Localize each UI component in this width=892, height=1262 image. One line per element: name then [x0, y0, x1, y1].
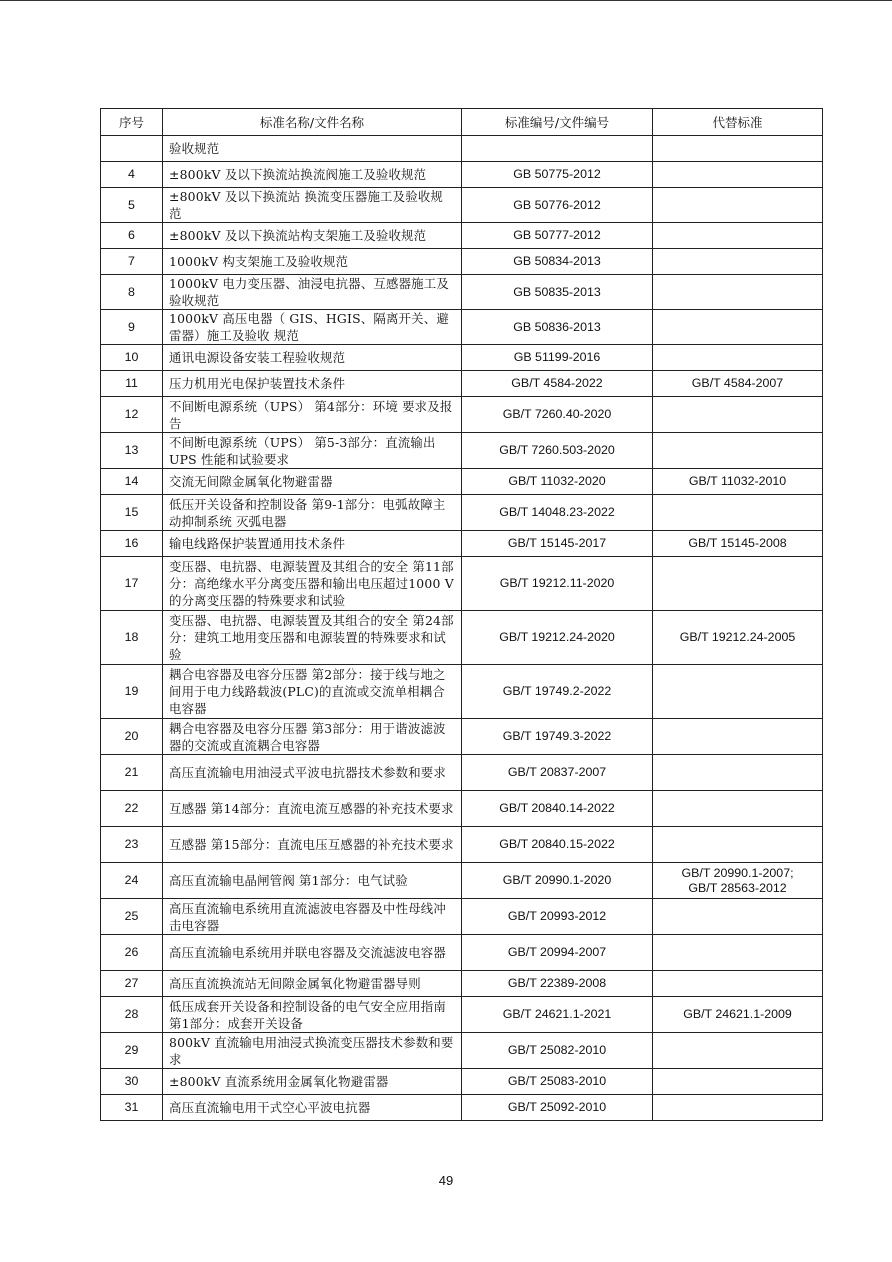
- cell-name: ±800kV 及以下换流站换流阀施工及验收规范: [163, 162, 462, 188]
- header-code: 标准编号/文件编号: [462, 109, 653, 136]
- cell-no: 31: [101, 1095, 163, 1121]
- cell-name: ±800kV 直流系统用金属氧化物避雷器: [163, 1069, 462, 1095]
- cell-name: 交流无间隙金属氧化物避雷器: [163, 469, 462, 495]
- cell-code: GB/T 20993-2012: [462, 899, 653, 935]
- cell-no: 19: [101, 665, 163, 719]
- cell-no: 5: [101, 188, 163, 223]
- cell-replaces: [653, 665, 823, 719]
- cell-code: GB/T 25082-2010: [462, 1033, 653, 1069]
- cell-no: 18: [101, 611, 163, 665]
- table-row: [101, 1069, 823, 1095]
- table-row: [101, 719, 823, 755]
- cell-no: 7: [101, 249, 163, 275]
- cell-code: GB/T 20840.15-2022: [462, 827, 653, 863]
- page-top-rule: [0, 0, 892, 1]
- cell-no: 30: [101, 1069, 163, 1095]
- cell-no: 14: [101, 469, 163, 495]
- cell-no: 25: [101, 899, 163, 935]
- cell-no: 6: [101, 223, 163, 249]
- cell-replaces: [653, 899, 823, 935]
- cell-no: [101, 136, 163, 162]
- cell-replaces: [653, 971, 823, 997]
- cell-replaces: [653, 275, 823, 310]
- cell-name: 通讯电源设备安装工程验收规范: [163, 345, 462, 371]
- table-row: [101, 136, 823, 162]
- table-row: [101, 531, 823, 557]
- cell-name: 高压直流输电用油浸式平波电抗器技术参数和要求: [163, 755, 462, 791]
- cell-name: 耦合电容器及电容分压器 第3部分：用于谐波滤波器的交流或直流耦合电容器: [163, 719, 462, 755]
- cell-code: GB/T 11032-2020: [462, 469, 653, 495]
- table-row: [101, 557, 823, 611]
- cell-code: GB 51199-2016: [462, 345, 653, 371]
- cell-code: GB/T 19212.11-2020: [462, 557, 653, 611]
- cell-code: GB/T 15145-2017: [462, 531, 653, 557]
- cell-replaces: [653, 162, 823, 188]
- cell-code: GB 50777-2012: [462, 223, 653, 249]
- cell-code: GB/T 25092-2010: [462, 1095, 653, 1121]
- cell-replaces: [653, 495, 823, 531]
- cell-replaces: [653, 1069, 823, 1095]
- table-row: [101, 223, 823, 249]
- cell-replaces: [653, 557, 823, 611]
- cell-no: 13: [101, 433, 163, 469]
- cell-name: 低压开关设备和控制设备 第9-1部分：电弧故障主动抑制系统 灭弧电器: [163, 495, 462, 531]
- cell-name: 验收规范: [163, 136, 462, 162]
- cell-code: GB 50836-2013: [462, 310, 653, 345]
- cell-no: 23: [101, 827, 163, 863]
- table-row: [101, 899, 823, 935]
- cell-name: 800kV 直流输电用油浸式换流变压器技术参数和要求: [163, 1033, 462, 1069]
- cell-code: GB/T 24621.1-2021: [462, 997, 653, 1033]
- table-row: [101, 863, 823, 899]
- cell-replaces: [653, 791, 823, 827]
- table-row: [101, 469, 823, 495]
- cell-replaces: GB/T 11032-2010: [653, 469, 823, 495]
- table-header-row: [101, 109, 823, 136]
- cell-name: 不间断电源系统（UPS） 第5-3部分：直流输出 UPS 性能和试验要求: [163, 433, 462, 469]
- cell-name: 互感器 第14部分：直流电流互感器的补充技术要求: [163, 791, 462, 827]
- cell-replaces: [653, 249, 823, 275]
- cell-replaces: [653, 397, 823, 433]
- table-row: [101, 433, 823, 469]
- table-row: [101, 495, 823, 531]
- cell-code: GB/T 7260.503-2020: [462, 433, 653, 469]
- cell-replaces: [653, 310, 823, 345]
- cell-name: 耦合电容器及电容分压器 第2部分：接于线与地之间用于电力线路载波(PLC)的直流或交流单相耦合电容器: [163, 665, 462, 719]
- cell-replaces: GB/T 15145-2008: [653, 531, 823, 557]
- cell-replaces: [653, 719, 823, 755]
- cell-code: GB 50776-2012: [462, 188, 653, 223]
- cell-code: GB/T 19212.24-2020: [462, 611, 653, 665]
- cell-replaces: [653, 136, 823, 162]
- cell-name: 压力机用光电保护装置技术条件: [163, 371, 462, 397]
- cell-replaces: [653, 1095, 823, 1121]
- standards-table: [100, 108, 823, 1121]
- header-name: 标准名称/文件名称: [163, 109, 462, 136]
- cell-no: 22: [101, 791, 163, 827]
- table-row: [101, 611, 823, 665]
- cell-no: 11: [101, 371, 163, 397]
- cell-code: [462, 136, 653, 162]
- cell-replaces: [653, 188, 823, 223]
- cell-no: 9: [101, 310, 163, 345]
- cell-no: 29: [101, 1033, 163, 1069]
- cell-replaces: [653, 433, 823, 469]
- table-row: [101, 249, 823, 275]
- table-row: [101, 971, 823, 997]
- table-row: [101, 371, 823, 397]
- cell-name: ±800kV 及以下换流站 换流变压器施工及验收规范: [163, 188, 462, 223]
- cell-replaces: [653, 755, 823, 791]
- cell-replaces: GB/T 20990.1-2007; GB/T 28563-2012: [653, 863, 823, 899]
- table-row: [101, 310, 823, 345]
- cell-code: GB/T 20994-2007: [462, 935, 653, 971]
- cell-name: 变压器、电抗器、电源装置及其组合的安全 第24部分：建筑工地用变压器和电源装置的特殊要求和试验: [163, 611, 462, 665]
- table-row: [101, 162, 823, 188]
- cell-name: 低压成套开关设备和控制设备的电气安全应用指南 第1部分：成套开关设备: [163, 997, 462, 1033]
- header-replaces: 代替标准: [653, 109, 823, 136]
- cell-replaces: [653, 1033, 823, 1069]
- cell-code: GB/T 20990.1-2020: [462, 863, 653, 899]
- cell-no: 17: [101, 557, 163, 611]
- table-row: [101, 397, 823, 433]
- cell-name: 高压直流换流站无间隙金属氧化物避雷器导则: [163, 971, 462, 997]
- cell-no: 12: [101, 397, 163, 433]
- cell-no: 21: [101, 755, 163, 791]
- table-row: [101, 665, 823, 719]
- cell-name: 高压直流输电系统用并联电容器及交流滤波电容器: [163, 935, 462, 971]
- cell-name: 不间断电源系统（UPS） 第4部分：环境 要求及报告: [163, 397, 462, 433]
- cell-replaces: GB/T 24621.1-2009: [653, 997, 823, 1033]
- cell-name: 高压直流输电晶闸管阀 第1部分：电气试验: [163, 863, 462, 899]
- cell-name: ±800kV 及以下换流站构支架施工及验收规范: [163, 223, 462, 249]
- cell-replaces: [653, 223, 823, 249]
- cell-code: GB/T 19749.3-2022: [462, 719, 653, 755]
- cell-replaces: [653, 827, 823, 863]
- cell-replaces: GB/T 19212.24-2005: [653, 611, 823, 665]
- cell-no: 15: [101, 495, 163, 531]
- cell-code: GB/T 19749.2-2022: [462, 665, 653, 719]
- cell-code: GB 50835-2013: [462, 275, 653, 310]
- cell-name: 高压直流输电用干式空心平波电抗器: [163, 1095, 462, 1121]
- cell-name: 高压直流输电系统用直流滤波电容器及中性母线冲击电容器: [163, 899, 462, 935]
- table-row: [101, 755, 823, 791]
- cell-no: 28: [101, 997, 163, 1033]
- cell-no: 10: [101, 345, 163, 371]
- cell-code: GB/T 22389-2008: [462, 971, 653, 997]
- cell-name: 互感器 第15部分：直流电压互感器的补充技术要求: [163, 827, 462, 863]
- cell-code: GB/T 4584-2022: [462, 371, 653, 397]
- cell-name: 1000kV 构支架施工及验收规范: [163, 249, 462, 275]
- table-row: [101, 275, 823, 310]
- cell-no: 16: [101, 531, 163, 557]
- cell-code: GB/T 14048.23-2022: [462, 495, 653, 531]
- header-no: 序号: [101, 109, 163, 136]
- cell-name: 变压器、电抗器、电源装置及其组合的安全 第11部分：高绝缘水平分离变压器和输出电压超过1000 V的分离变压器的特殊要求和试验: [163, 557, 462, 611]
- cell-code: GB/T 7260.40-2020: [462, 397, 653, 433]
- cell-code: GB/T 20837-2007: [462, 755, 653, 791]
- cell-name: 1000kV 电力变压器、油浸电抗器、互感器施工及验收规范: [163, 275, 462, 310]
- cell-code: GB 50775-2012: [462, 162, 653, 188]
- table-row: [101, 827, 823, 863]
- table-row: [101, 1033, 823, 1069]
- table-row: [101, 345, 823, 371]
- cell-code: GB/T 25083-2010: [462, 1069, 653, 1095]
- table-row: [101, 997, 823, 1033]
- table-row: [101, 188, 823, 223]
- cell-code: GB/T 20840.14-2022: [462, 791, 653, 827]
- table-row: [101, 791, 823, 827]
- table-row: [101, 1095, 823, 1121]
- cell-replaces: GB/T 4584-2007: [653, 371, 823, 397]
- page-number: 49: [438, 1173, 454, 1188]
- cell-replaces: [653, 935, 823, 971]
- cell-code: GB 50834-2013: [462, 249, 653, 275]
- table-row: [101, 935, 823, 971]
- cell-no: 8: [101, 275, 163, 310]
- cell-no: 4: [101, 162, 163, 188]
- cell-no: 24: [101, 863, 163, 899]
- cell-name: 输电线路保护装置通用技术条件: [163, 531, 462, 557]
- cell-replaces: [653, 345, 823, 371]
- cell-name: 1000kV 高压电器（ GIS、HGIS、隔离开关、避雷器）施工及验收 规范: [163, 310, 462, 345]
- cell-no: 26: [101, 935, 163, 971]
- cell-no: 27: [101, 971, 163, 997]
- cell-no: 20: [101, 719, 163, 755]
